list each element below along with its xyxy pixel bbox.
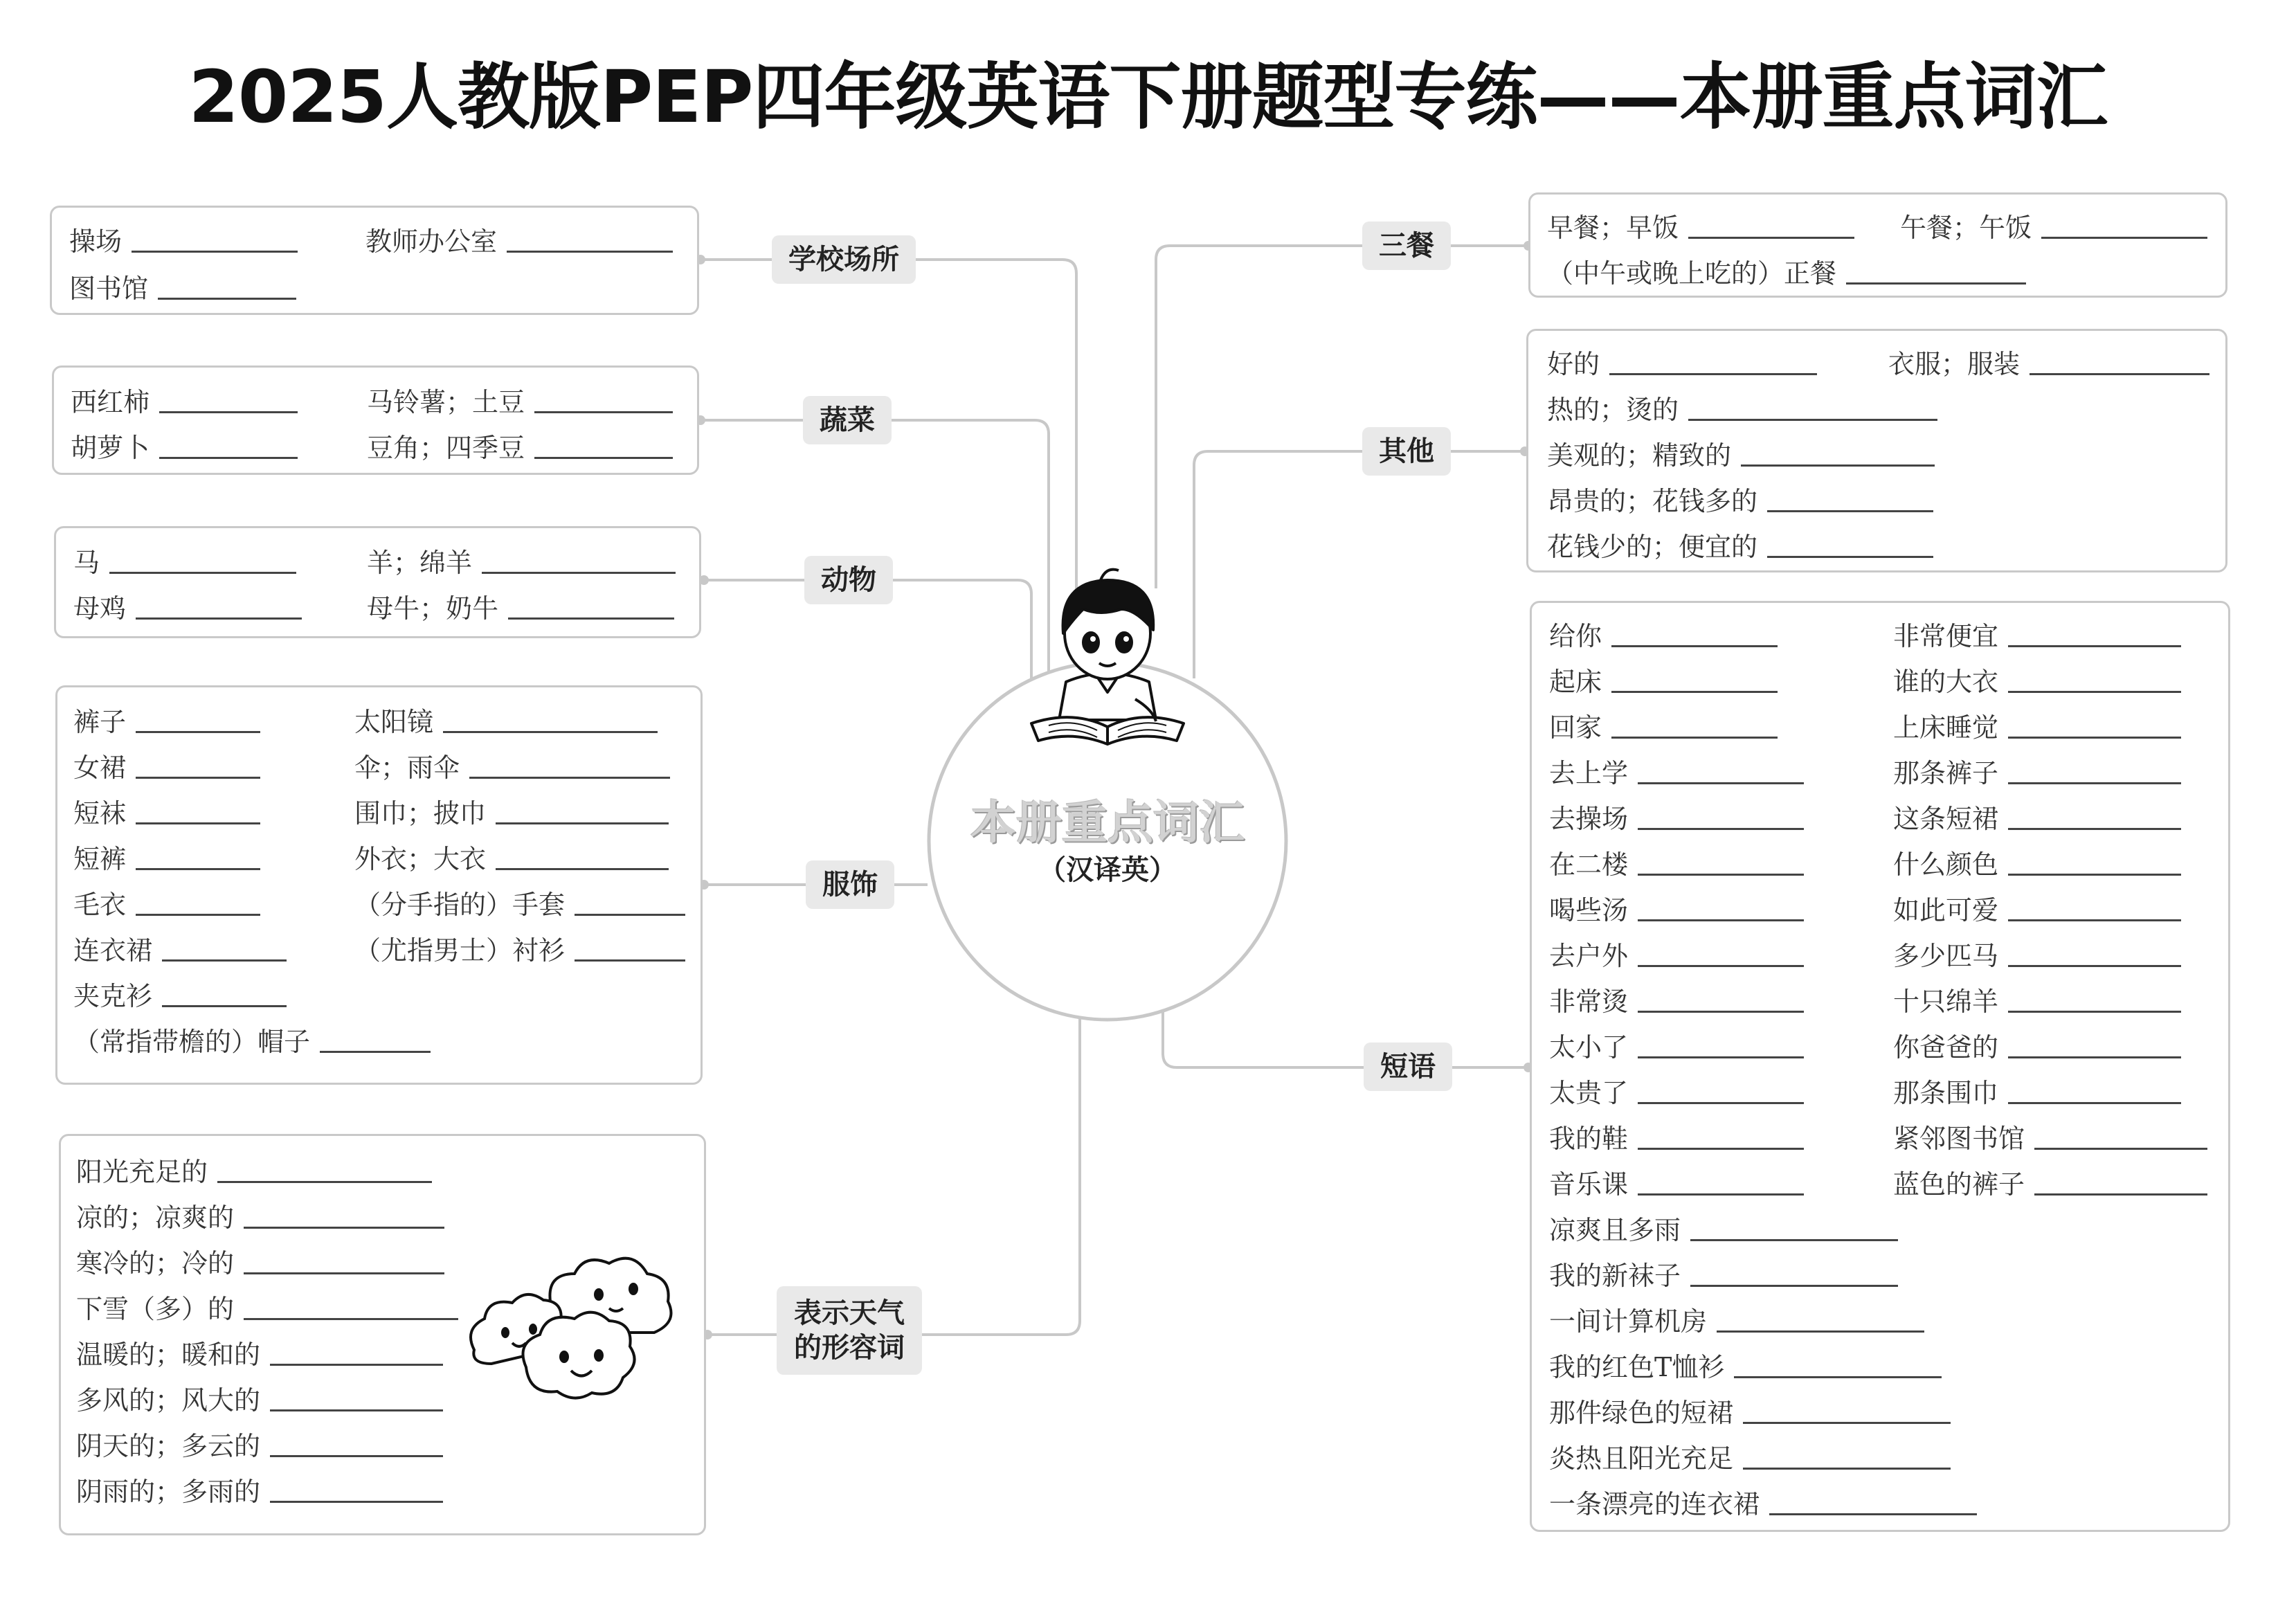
label-phrases: 短语 [1364,1043,1452,1091]
phrase-item: 这条短裙 [1893,797,2181,836]
word-item: 寒冷的；冷的 [76,1242,444,1280]
answer-blank[interactable] [2008,822,2181,830]
answer-blank[interactable] [1609,368,1817,375]
answer-blank[interactable] [482,566,676,574]
answer-blank[interactable] [136,612,302,620]
answer-blank[interactable] [2030,368,2209,375]
phrase-item: 如此可爱 [1893,889,2181,927]
answer-blank[interactable] [2008,868,2181,876]
answer-blank[interactable] [1767,550,1933,558]
answer-blank[interactable] [158,292,296,300]
phrase-item: 多少匹马 [1893,935,2181,973]
answer-blank[interactable] [534,451,673,459]
answer-blank[interactable] [2008,1051,2181,1058]
label-clothing: 服饰 [806,860,894,909]
answer-blank[interactable] [2008,1005,2181,1013]
center-subtitle: （汉译英） [1038,854,1177,886]
smiling-clouds-icon [460,1246,689,1405]
word-item: 裤子 [73,701,260,739]
answer-blank[interactable] [575,908,685,916]
phrase-item: 回家 [1549,706,1778,744]
phrase-item: 音乐课 [1549,1163,1804,1201]
answer-blank[interactable] [1638,822,1804,830]
answer-blank[interactable] [2008,959,2181,967]
word-item: 热的；烫的 [1547,388,1937,426]
phrase-item: 一间计算机房 [1549,1300,1924,1338]
answer-blank[interactable] [1611,640,1778,647]
answer-blank[interactable] [162,1000,287,1007]
answer-blank[interactable] [496,863,669,870]
answer-blank[interactable] [508,612,674,620]
answer-blank[interactable] [1846,277,2026,285]
answer-blank[interactable] [217,1175,432,1183]
word-item: 胡萝卜 [71,426,298,464]
phrase-item: 起床 [1549,660,1778,698]
word-item: 美观的；精致的 [1547,434,1935,472]
answer-blank[interactable] [136,771,260,779]
phrase-item: 一条漂亮的连衣裙 [1549,1483,1977,1521]
label-school-places: 学校场所 [772,235,916,284]
phrase-item: 我的鞋 [1549,1117,1804,1155]
answer-blank[interactable] [109,566,296,574]
word-item: 夹克衫 [73,975,287,1013]
answer-blank[interactable] [320,1045,431,1053]
answer-blank[interactable] [1638,1142,1804,1150]
answer-blank[interactable] [1638,914,1804,921]
word-item: 毛衣 [73,883,260,921]
word-item: 短袜 [73,792,260,830]
answer-blank[interactable] [575,954,685,962]
word-item: 马铃薯；土豆 [367,381,673,419]
answer-blank[interactable] [1611,731,1778,739]
answer-blank[interactable] [496,817,669,824]
label-vegetables: 蔬菜 [803,396,892,444]
word-item: 太阳镜 [354,701,658,739]
phrase-item: 上床睡觉 [1893,706,2181,744]
page-title: 2025人教版PEP四年级英语下册题型专练——本册重点词汇 [188,55,2108,139]
word-item: 母鸡 [73,587,302,625]
answer-blank[interactable] [534,406,673,413]
answer-blank[interactable] [159,406,298,413]
word-item: （常指带檐的）帽子 [73,1020,431,1058]
word-item: 短裤 [73,838,260,876]
answer-blank[interactable] [2008,640,2181,647]
word-item: 教师办公室 [365,220,673,258]
phrase-item: 去户外 [1549,935,1804,973]
answer-blank[interactable] [1717,1325,1924,1333]
word-item: （分手指的）手套 [354,883,685,921]
answer-blank[interactable] [2008,1097,2181,1104]
answer-blank[interactable] [507,245,673,253]
answer-blank[interactable] [270,1404,443,1411]
word-item: （中午或晚上吃的）正餐 [1547,252,2026,290]
word-item: 阴雨的；多雨的 [76,1470,443,1508]
answer-blank[interactable] [2034,1142,2207,1150]
phrase-item: 那件绿色的短裙 [1549,1391,1951,1429]
answer-blank[interactable] [2008,731,2181,739]
word-item: （尤指男士）衬衫 [354,929,685,967]
word-item: 好的 [1547,343,1817,381]
answer-blank[interactable] [162,954,287,962]
answer-blank[interactable] [244,1267,444,1274]
answer-blank[interactable] [136,908,260,916]
answer-blank[interactable] [1638,777,1804,784]
word-item: 连衣裙 [73,929,287,967]
label-meals: 三餐 [1362,222,1451,270]
word-item: 母牛；奶牛 [367,587,674,625]
phrase-item: 凉爽且多雨 [1549,1209,1898,1247]
answer-blank[interactable] [2008,777,2181,784]
word-item: 外衣；大衣 [354,838,669,876]
answer-blank[interactable] [1690,1234,1898,1241]
answer-blank[interactable] [1743,1416,1951,1424]
word-item: 午餐；午饭 [1900,206,2207,244]
phrase-item: 非常烫 [1549,980,1804,1018]
word-item: 羊；绵羊 [367,541,676,579]
word-item: 西红柿 [71,381,298,419]
word-item: 昂贵的；花钱多的 [1547,480,1933,518]
word-item: 衣服；服装 [1888,343,2209,381]
phrase-item: 谁的大衣 [1893,660,2181,698]
label-others: 其他 [1362,427,1451,476]
answer-blank[interactable] [1638,868,1804,876]
answer-blank[interactable] [1638,1188,1804,1196]
phrase-item: 非常便宜 [1893,615,2181,653]
answer-blank[interactable] [2034,1188,2207,1196]
word-item: 豆角；四季豆 [367,426,673,464]
answer-blank[interactable] [1734,1371,1942,1378]
label-weather [777,1286,922,1375]
word-item: 围巾；披巾 [354,792,669,830]
answer-blank[interactable] [1611,685,1778,693]
answer-blank[interactable] [159,451,298,459]
phrase-item: 我的新袜子 [1549,1254,1898,1292]
word-item: 马 [73,541,296,579]
label-weather-line: 的形容词 [794,1332,905,1364]
word-item: 伞；雨伞 [354,746,670,784]
phrase-item: 蓝色的裤子 [1893,1163,2207,1201]
answer-blank[interactable] [136,817,260,824]
label-weather-line: 表示天气 [794,1297,905,1329]
answer-blank[interactable] [2008,685,2181,693]
answer-blank[interactable] [2008,914,2181,921]
answer-blank[interactable] [1688,413,1937,421]
phrase-item: 十只绵羊 [1893,980,2181,1018]
phrase-item: 去操场 [1549,797,1804,836]
phrase-item: 太小了 [1549,1026,1804,1064]
word-item: 操场 [69,220,298,258]
answer-blank[interactable] [1638,1005,1804,1013]
phrase-item: 我的红色T恤衫 [1549,1346,1942,1384]
phrase-item: 去上学 [1549,752,1804,790]
answer-blank[interactable] [1690,1279,1898,1287]
phrase-item: 给你 [1549,615,1778,653]
answer-blank[interactable] [244,1312,458,1320]
word-item: 多风的；风大的 [76,1379,443,1417]
phrase-item: 喝些汤 [1549,889,1804,927]
answer-blank[interactable] [1688,231,1854,239]
boy-reading-icon [1018,561,1197,748]
answer-blank[interactable] [1741,459,1935,467]
answer-blank[interactable] [1638,1097,1804,1104]
label-animals: 动物 [804,556,893,604]
answer-blank[interactable] [1638,1051,1804,1058]
answer-blank[interactable] [244,1221,444,1229]
word-item: 图书馆 [69,267,296,305]
answer-blank[interactable] [1769,1508,1977,1515]
phrase-item: 那条围巾 [1893,1072,2181,1110]
phrase-item: 在二楼 [1549,843,1804,881]
phrase-item: 什么颜色 [1893,843,2181,881]
answer-blank[interactable] [132,245,298,253]
phrase-item: 太贵了 [1549,1072,1804,1110]
phrase-item: 炎热且阳光充足 [1549,1437,1951,1475]
answer-blank[interactable] [469,771,670,779]
word-item: 花钱少的；便宜的 [1547,525,1933,563]
phrase-item: 那条裤子 [1893,752,2181,790]
word-item: 温暖的；暖和的 [76,1333,443,1371]
center-title: 本册重点词汇 [970,796,1245,849]
word-item: 阴天的；多云的 [76,1425,443,1463]
phrase-item: 你爸爸的 [1893,1026,2181,1064]
answer-blank[interactable] [270,1358,443,1366]
answer-blank[interactable] [270,1450,443,1457]
word-item: 早餐；早饭 [1547,206,1854,244]
answer-blank[interactable] [1767,505,1933,512]
answer-blank[interactable] [443,725,658,733]
answer-blank[interactable] [136,725,260,733]
answer-blank[interactable] [2041,231,2207,239]
word-item: 下雪（多）的 [76,1288,458,1326]
answer-blank[interactable] [136,863,260,870]
answer-blank[interactable] [1638,959,1804,967]
word-item: 女裙 [73,746,260,784]
word-item: 凉的；凉爽的 [76,1196,444,1234]
word-item: 阳光充足的 [76,1151,432,1189]
phrase-item: 紧邻图书馆 [1893,1117,2207,1155]
answer-blank[interactable] [270,1495,443,1503]
answer-blank[interactable] [1743,1462,1951,1470]
